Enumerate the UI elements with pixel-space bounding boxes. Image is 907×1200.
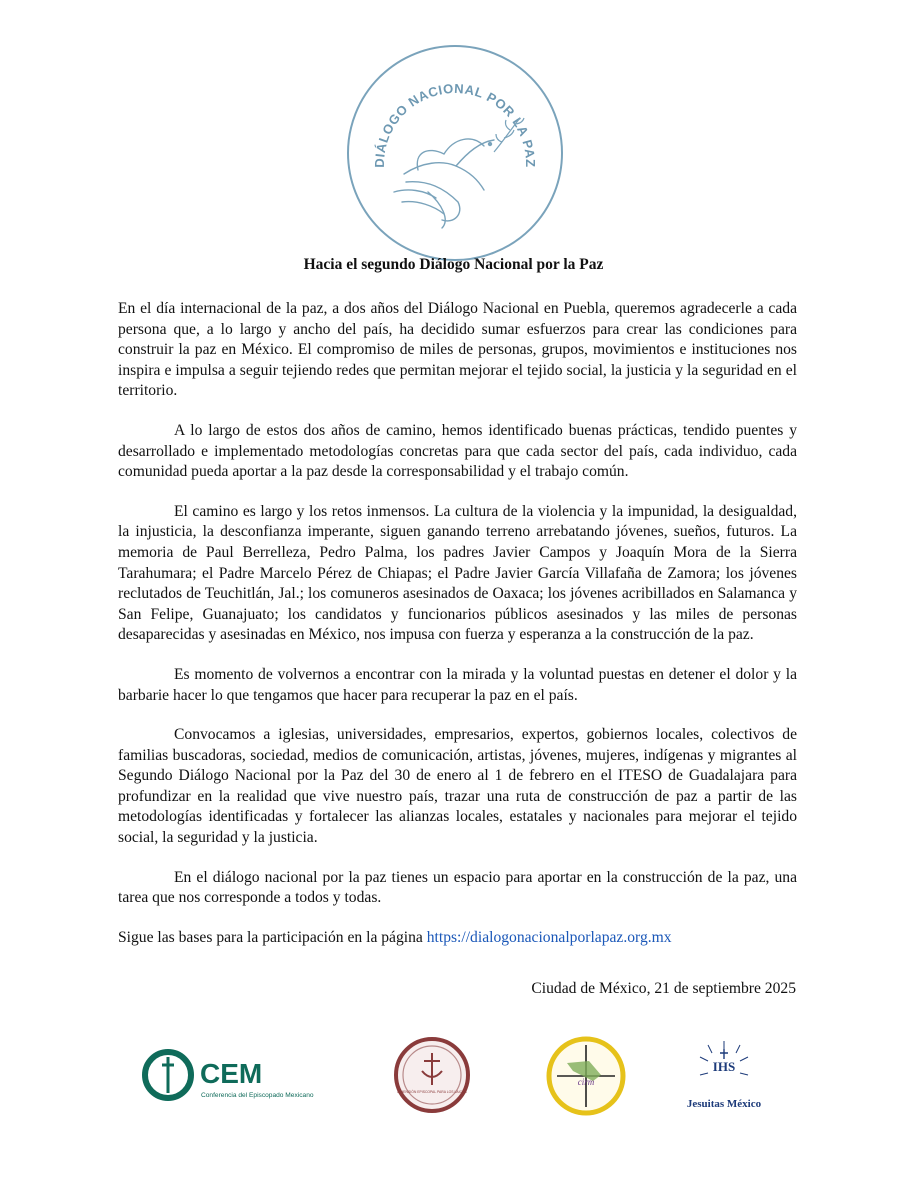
dimension-episcopal-logo	[392, 1035, 472, 1115]
dove-icon	[394, 139, 494, 228]
document-title: Hacia el segundo Diálogo Nacional por la Paz	[303, 256, 604, 273]
cem-full-name: Conferencia del Episcopado Mexicano	[201, 1092, 314, 1099]
paragraph-6: En el diálogo nacional por la paz tienes un espacio para aportar en la construcción de la paz, una tarea que nos corresponde a todos y todas.	[118, 868, 797, 907]
participation-line	[118, 928, 797, 949]
date-line: Ciudad de México, 21 de septiembre 2025	[531, 980, 796, 997]
jesuitas-logo	[664, 1035, 784, 1115]
jesuitas-name: Jesuitas México	[686, 1098, 762, 1110]
cirm-logo	[545, 1035, 627, 1117]
website-link[interactable]: https://dialogonacionalporlapaz.org.mx	[426, 928, 672, 946]
paragraph-3: El camino es largo y los retos inmensos. La cultura de la violencia y la impunidad, la desigualdad, la injusticia, la desconfianza imperante, siguen ganando terreno arrebatando jóvenes, sueños, futuros. La memoria de Paul Berrelleza, Pedro Palma, los padres Javier Campos y Joaquín Mora de la Sierra Tarahumara; el Padre Marcelo Pérez de Chiapas; el Padre Javier García Villafaña de Zamora; los jóvenes reclutados de Teuchitlán, Jal.; los comuneros asesinados de Oaxaca; los jóvenes acribillados en Salamanca y San Felipe, Guanajuato; los candidatos y funcionarios públicos asesinados y las miles de personas desaparecidas y asesinadas en México, nos impusa con fuerza y esperanza a la construcción de la paz.	[118, 502, 797, 644]
participation-text: Sigue las bases para la participación en la página	[118, 928, 427, 946]
cirm-text: cirm	[577, 1077, 595, 1087]
cross-icon	[720, 1049, 728, 1059]
paragraph-4: Es momento de volvernos a encontrar con la mirada y la voluntad puestas en detener el dolor y la barbarie hacer lo que tengamos que hacer para recuperar la paz en el país.	[118, 665, 797, 704]
document-body	[118, 299, 797, 967]
dialogo-nacional-logo	[344, 42, 566, 264]
dimension-text: DIMENSIÓN EPISCOPAL PARA LOS LAICOS	[397, 1090, 467, 1094]
ihs-monogram: IHS	[712, 1059, 736, 1074]
cem-logo	[140, 1045, 340, 1105]
paragraph-1: En el día internacional de la paz, a dos años del Diálogo Nacional en Puebla, queremos agradecerle a cada persona que, a lo largo y ancho del país, ha decidido sumar esfuerzos para crear las condiciones para construir la paz en México. El compromiso de miles de personas, grupos, movimientos e instituciones nos inspira e impulsa a seguir tejiendo redes que permitan mejorar el tejido social, la justicia y la seguridad en el territorio.	[118, 300, 797, 400]
paragraph-5: Convocamos a iglesias, universidades, empresarios, expertos, gobiernos locales, colectivos de familias buscadoras, sociedad, medios de comunicación, artistas, jóvenes, mujeres, indígenas y migrantes al Segundo Diálogo Nacional por la Paz del 30 de enero al 1 de febrero en el ITESO de Guadalajara para profundizar en la realidad que vive nuestro país, trazar una ruta de construcción de paz a partir de las metodologías identificadas y fortalecer las alianzas locales, estatales y nacionales para mejorar el tejido social, la seguridad y la justicia.	[118, 726, 797, 847]
cem-acronym: CEM	[200, 1058, 263, 1089]
paragraph-2: A lo largo de estos dos años de camino, hemos identificado buenas prácticas, tendido puentes y desarrollado e implementado metodologías concretas para que cada sector del país, cada individuo, cada comunidad pueda aportar a la paz desde la corresponsabilidad y el trabajo común.	[118, 421, 797, 481]
logo-arc-text: DIÁLOGO NACIONAL POR LA PAZ	[371, 80, 539, 168]
